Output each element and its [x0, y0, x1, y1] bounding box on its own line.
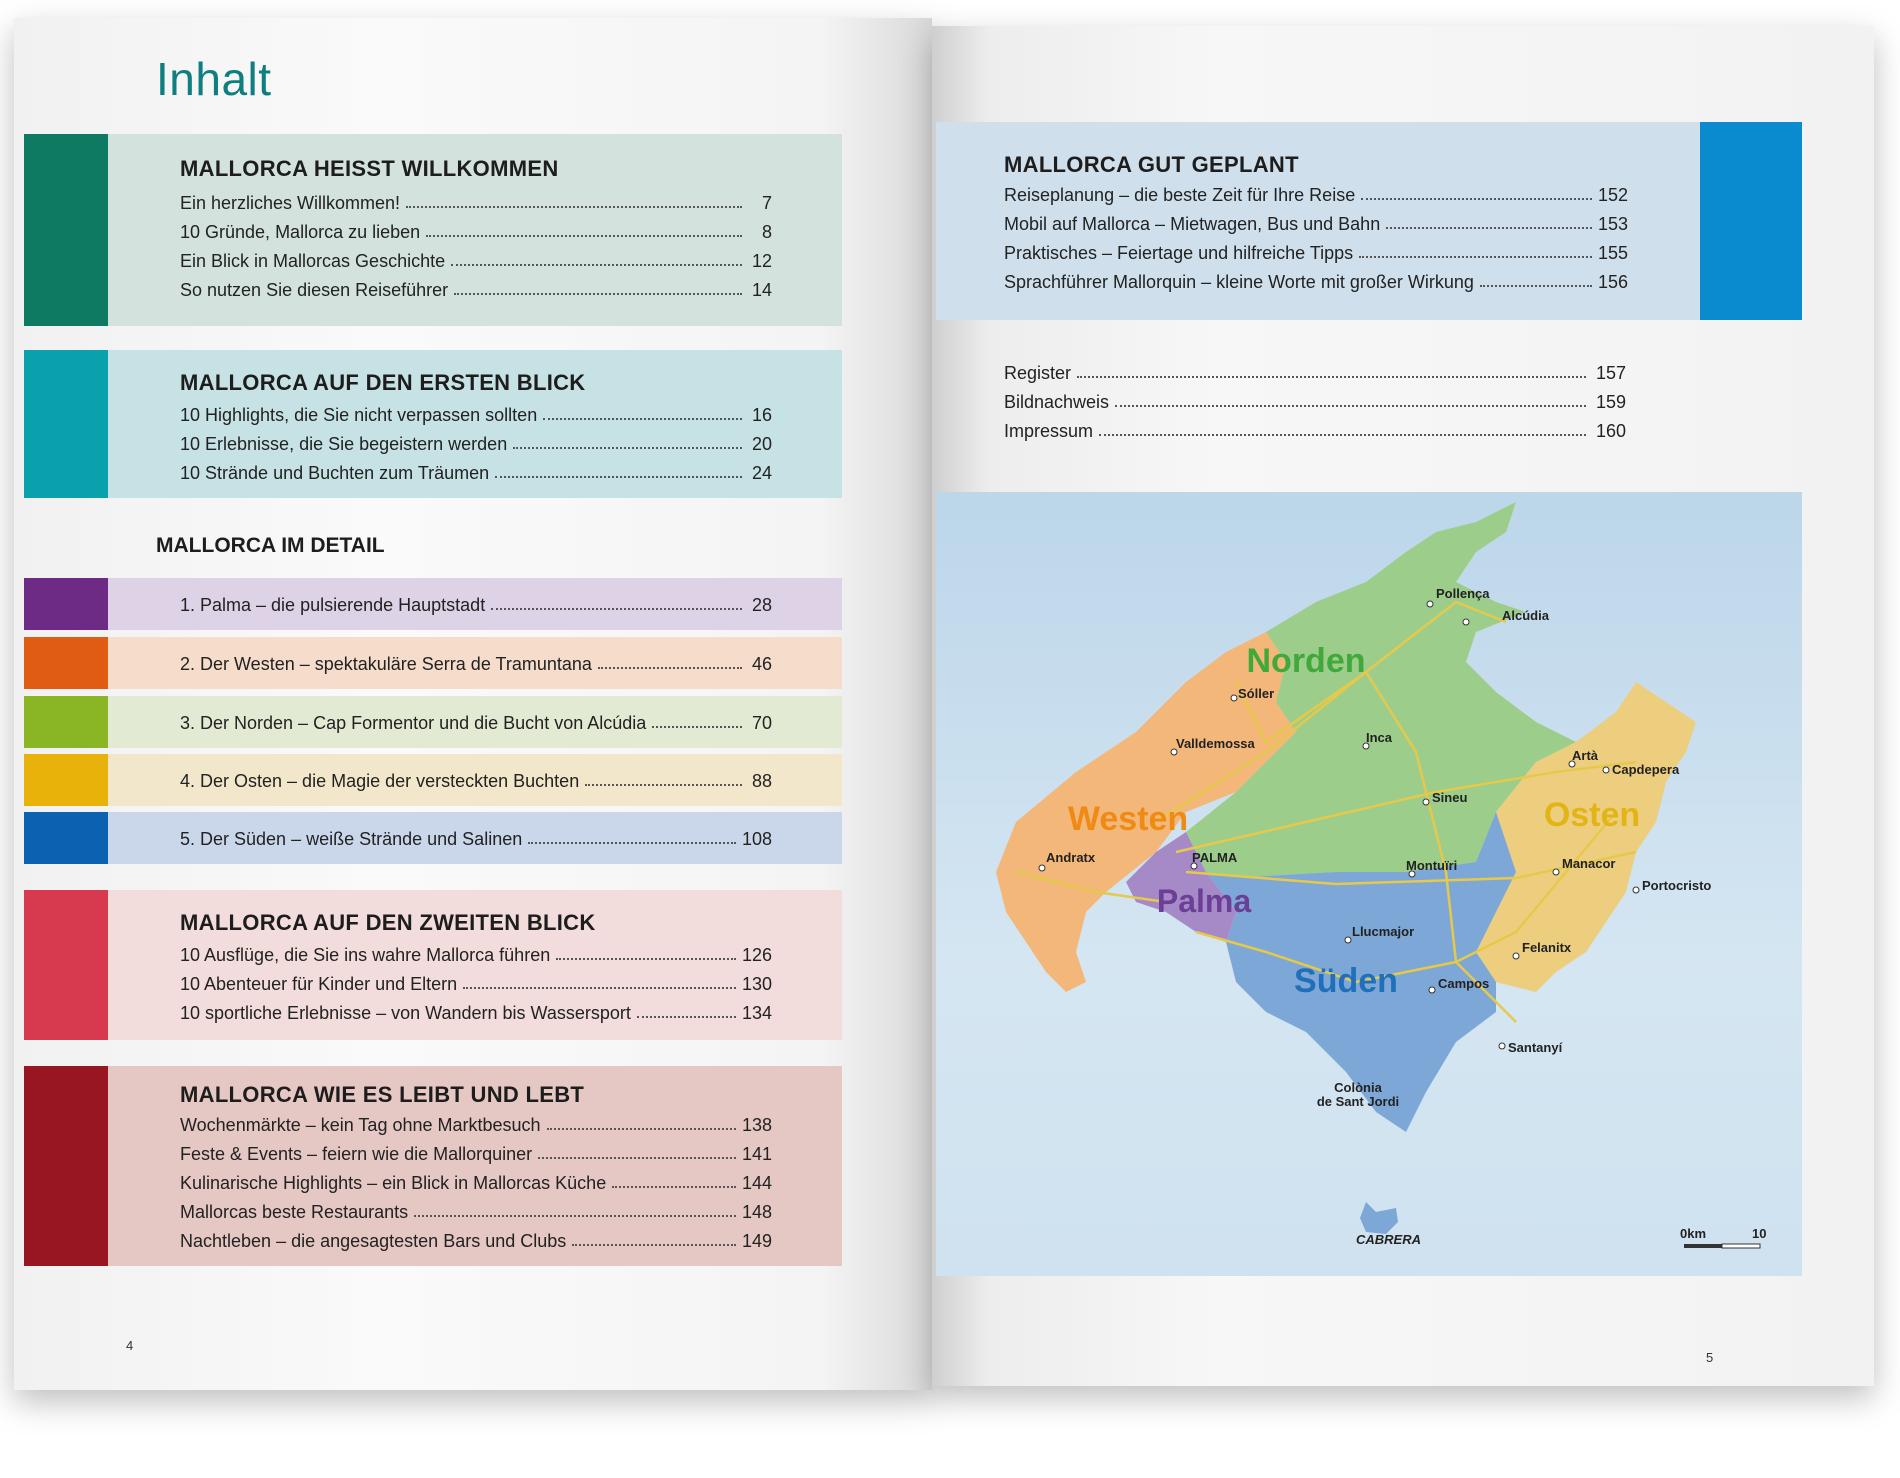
leader-dots [1077, 376, 1586, 378]
toc-entry[interactable] [180, 1226, 772, 1252]
toc-entry-page: 46 [751, 654, 772, 674]
toc-entry-title: Mallorcas beste Restaurants [180, 1202, 409, 1222]
toc-chapter-osten[interactable] [24, 754, 842, 806]
leader-dots [426, 235, 742, 237]
section-heading: MALLORCA WIE ES LEIBT UND LEBT [180, 1082, 585, 1107]
chapter-body [108, 754, 842, 806]
toc-chapter-palma[interactable] [24, 578, 842, 630]
section-heading-detail: MALLORCA IM DETAIL [156, 534, 385, 557]
toc-entry [180, 766, 772, 792]
region-label-norden: Norden [1246, 642, 1366, 680]
town-label-alcudia: Alcúdia [1502, 608, 1549, 623]
chapter-color-bar [24, 754, 108, 806]
toc-entry-title: Wochenmärkte – kein Tag ohne Marktbesuch [180, 1115, 541, 1135]
island-label-cabrera: CABRERA [1356, 1232, 1421, 1247]
toc-entry-page: 153 [1597, 214, 1628, 234]
toc-section-gut-geplant [936, 122, 1802, 320]
region-label-palma: Palma [1156, 883, 1252, 919]
leader-dots [1099, 434, 1586, 436]
toc-entry-page: 70 [751, 713, 772, 733]
section-body [108, 350, 842, 498]
leader-dots [406, 206, 742, 208]
toc-entry-page: 159 [1595, 392, 1626, 412]
toc-entry [180, 649, 772, 675]
toc-entry-title: 10 Gründe, Mallorca zu lieben [180, 222, 421, 242]
toc-entry-title: 10 Ausflüge, die Sie ins wahre Mallorca führen [180, 945, 551, 965]
toc-entry-page: 152 [1597, 185, 1628, 205]
section-color-bar [1700, 122, 1802, 320]
toc-entry-title: Praktisches – Feiertage und hilfreiche Tipps [1004, 243, 1354, 263]
region-label-sueden: Süden [1294, 962, 1398, 1000]
town-label-manacor: Manacor [1562, 856, 1616, 871]
toc-entry-title: 5. Der Süden – weiße Strände und Salinen [180, 829, 523, 849]
leader-dots [572, 1244, 736, 1246]
region-label-westen: Westen [1067, 800, 1189, 838]
toc-entry[interactable] [180, 429, 772, 455]
leader-dots [585, 784, 742, 786]
leader-dots [1480, 285, 1592, 287]
leader-dots [612, 1186, 736, 1188]
chapter-color-bar [24, 696, 108, 748]
section-body [108, 134, 842, 326]
toc-entry[interactable] [180, 458, 772, 484]
toc-entry-title: 3. Der Norden – Cap Formentor und die Bucht von Alcúdia [180, 713, 647, 733]
toc-entry[interactable] [180, 1110, 772, 1136]
town-label-sineu: Sineu [1432, 790, 1468, 805]
toc-entry-title: Feste & Events – feiern wie die Mallorquiner [180, 1144, 533, 1164]
leader-dots [598, 667, 742, 669]
toc-entry-title: Ein herzliches Willkommen! [180, 193, 401, 213]
section-color-bar [24, 134, 108, 326]
toc-entry-title: 4. Der Osten – die Magie der versteckten Buchten [180, 771, 580, 791]
toc-entry-page: 156 [1597, 272, 1628, 292]
toc-entry[interactable] [1004, 238, 1628, 264]
chapter-body [108, 812, 842, 864]
toc-entry-page: 148 [741, 1202, 772, 1222]
chapter-body [108, 578, 842, 630]
toc-entry-title: Bildnachweis [1004, 392, 1110, 412]
toc-chapter-westen[interactable] [24, 637, 842, 689]
town-label-colonia-2: de Sant Jordi [1316, 1094, 1400, 1109]
toc-entry-title: Mobil auf Mallorca – Mietwagen, Bus und Bahn [1004, 214, 1381, 234]
town-label-valldemossa: Valldemossa [1176, 736, 1255, 751]
town-label-palma: PALMA [1192, 850, 1238, 865]
leader-dots [556, 958, 736, 960]
toc-entry-title: Reiseplanung – die beste Zeit für Ihre Reise [1004, 185, 1356, 205]
toc-entry-page: 8 [761, 222, 772, 242]
toc-entry-title: Sprachführer Mallorquin – kleine Worte mit großer Wirkung [1004, 272, 1474, 292]
town-label-arta: Artà [1572, 748, 1599, 763]
town-label-santanyi: Santanyí [1508, 1040, 1563, 1055]
map-svg [936, 492, 1802, 1276]
chapter-color-bar [24, 812, 108, 864]
leader-dots [454, 293, 742, 295]
chapter-body [108, 696, 842, 748]
toc-entry[interactable] [180, 998, 772, 1024]
leader-dots [495, 476, 742, 478]
toc-entry-page: 134 [741, 1003, 772, 1023]
toc-entry[interactable] [1004, 180, 1628, 206]
section-heading: MALLORCA AUF DEN ERSTEN BLICK [180, 370, 586, 395]
toc-entry-title: Kulinarische Highlights – ein Blick in Mallorcas Küche [180, 1173, 607, 1193]
toc-entry [180, 824, 772, 850]
toc-entry-page: 16 [751, 405, 772, 425]
leader-dots [528, 842, 736, 844]
toc-entry [180, 708, 772, 734]
toc-entry-title: 10 Abenteuer für Kinder und Eltern [180, 974, 458, 994]
toc-entry-title: 10 Erlebnisse, die Sie begeistern werden [180, 434, 508, 454]
toc-entry-page: 7 [761, 193, 772, 213]
island-cabrera-shape [1360, 1202, 1398, 1234]
toc-entry-page: 88 [751, 771, 772, 791]
leader-dots [652, 726, 742, 728]
toc-entry[interactable] [180, 1168, 772, 1194]
map-scale-bar [1680, 1226, 1766, 1248]
town-label-colonia-1: Colònia [1334, 1080, 1382, 1095]
toc-entry[interactable] [180, 275, 772, 301]
leader-dots [491, 608, 742, 610]
toc-entry-page: 160 [1595, 421, 1626, 441]
toc-section-erster-blick [24, 350, 842, 498]
town-label-andratx: Andratx [1046, 850, 1096, 865]
toc-entry-title: 10 Highlights, die Sie nicht verpassen sollten [180, 405, 538, 425]
leader-dots [414, 1215, 736, 1217]
chapter-color-bar [24, 578, 108, 630]
town-label-montuiri: Montuïri [1406, 858, 1458, 873]
town-label-soller: Sóller [1238, 686, 1275, 701]
toc-entry-page: 28 [751, 595, 772, 615]
section-body [108, 1066, 842, 1266]
toc-entry[interactable] [1004, 267, 1628, 293]
leader-dots [1386, 227, 1592, 229]
town-label-campos: Campos [1438, 976, 1490, 991]
toc-entry-page: 130 [741, 974, 772, 994]
section-heading: MALLORCA GUT GEPLANT [1004, 152, 1299, 177]
toc-entry-title: 1. Palma – die pulsierende Hauptstadt [180, 595, 486, 615]
leader-dots [1115, 405, 1586, 407]
toc-entry-title: Register [1004, 363, 1072, 383]
toc-entry-register[interactable] [1004, 358, 1626, 384]
toc-entry-page: 12 [751, 251, 772, 271]
toc-entry-page: 138 [741, 1115, 772, 1135]
page-number-right: 5 [1706, 1350, 1714, 1365]
toc-entry-page: 144 [741, 1173, 772, 1193]
toc-entry-bildnachweis[interactable] [1004, 387, 1626, 413]
section-heading: MALLORCA AUF DEN ZWEITEN BLICK [180, 910, 596, 935]
toc-entry[interactable] [180, 246, 772, 272]
leader-dots [637, 1016, 736, 1018]
page-number-left: 4 [126, 1338, 134, 1353]
toc-entry-title: 10 sportliche Erlebnisse – von Wandern bis Wassersport [180, 1003, 631, 1023]
toc-entry-title: Ein Blick in Mallorcas Geschichte [180, 251, 446, 271]
scale-label-start: 0km [1680, 1226, 1707, 1241]
toc-chapter-norden[interactable] [24, 696, 842, 748]
toc-entry-page: 24 [751, 463, 772, 483]
toc-section-zweiter-blick [24, 890, 842, 1040]
toc-entry-page: 20 [751, 434, 772, 454]
town-label-inca: Inca [1366, 730, 1393, 745]
toc-entry-page: 155 [1597, 243, 1628, 263]
toc-entry-page: 14 [751, 280, 772, 300]
leader-dots [513, 447, 742, 449]
scale-label-end: 10 [1752, 1226, 1767, 1241]
toc-entry[interactable] [180, 188, 772, 214]
leader-dots [543, 418, 742, 420]
page-title: Inhalt [156, 53, 272, 105]
leader-dots [463, 987, 736, 989]
toc-entry[interactable] [180, 400, 772, 426]
toc-entry[interactable] [180, 940, 772, 966]
town-label-pollenca: Pollença [1436, 586, 1490, 601]
leader-dots [1361, 198, 1592, 200]
toc-entry [180, 590, 772, 616]
toc-section-leibt-und-lebt [24, 1066, 842, 1266]
region-label-osten: Osten [1543, 796, 1641, 834]
toc-entry[interactable] [180, 1197, 772, 1223]
section-color-bar [24, 890, 108, 1040]
section-color-bar [24, 1066, 108, 1266]
chapter-body [108, 637, 842, 689]
toc-entry-impressum[interactable] [1004, 416, 1626, 442]
town-label-felanitx: Felanitx [1522, 940, 1572, 955]
leader-dots [1359, 256, 1592, 258]
leader-dots [547, 1128, 736, 1130]
chapter-color-bar [24, 637, 108, 689]
toc-section-willkommen [24, 134, 842, 326]
leader-dots [538, 1157, 736, 1159]
toc-entry-page: 149 [741, 1231, 772, 1251]
leader-dots [451, 264, 742, 266]
toc-entry-title: Impressum [1004, 421, 1094, 441]
town-label-llucmajor: Llucmajor [1352, 924, 1415, 939]
toc-entry[interactable] [180, 969, 772, 995]
toc-entry-title: 2. Der Westen – spektakuläre Serra de Tramuntana [180, 654, 592, 674]
mallorca-map [936, 492, 1802, 1276]
toc-entry-page: 157 [1595, 363, 1626, 383]
town-label-capdepera: Capdepera [1612, 762, 1680, 777]
town-label-portocristo: Portocristo [1642, 878, 1712, 893]
toc-entry-page: 141 [741, 1144, 772, 1164]
section-body [108, 890, 842, 1040]
section-color-bar [24, 350, 108, 498]
toc-chapter-sueden[interactable] [24, 812, 842, 864]
toc-entry[interactable] [1004, 209, 1628, 235]
toc-entry-title: So nutzen Sie diesen Reiseführer [180, 280, 449, 300]
toc-entry[interactable] [180, 217, 772, 243]
toc-entry-title: 10 Strände und Buchten zum Träumen [180, 463, 490, 483]
toc-entry-page: 126 [741, 945, 772, 965]
section-heading: MALLORCA HEISST WILLKOMMEN [180, 156, 559, 181]
toc-entry-title: Nachtleben – die angesagtesten Bars und Clubs [180, 1231, 567, 1251]
toc-entry-page: 108 [741, 829, 772, 849]
toc-entry[interactable] [180, 1139, 772, 1165]
